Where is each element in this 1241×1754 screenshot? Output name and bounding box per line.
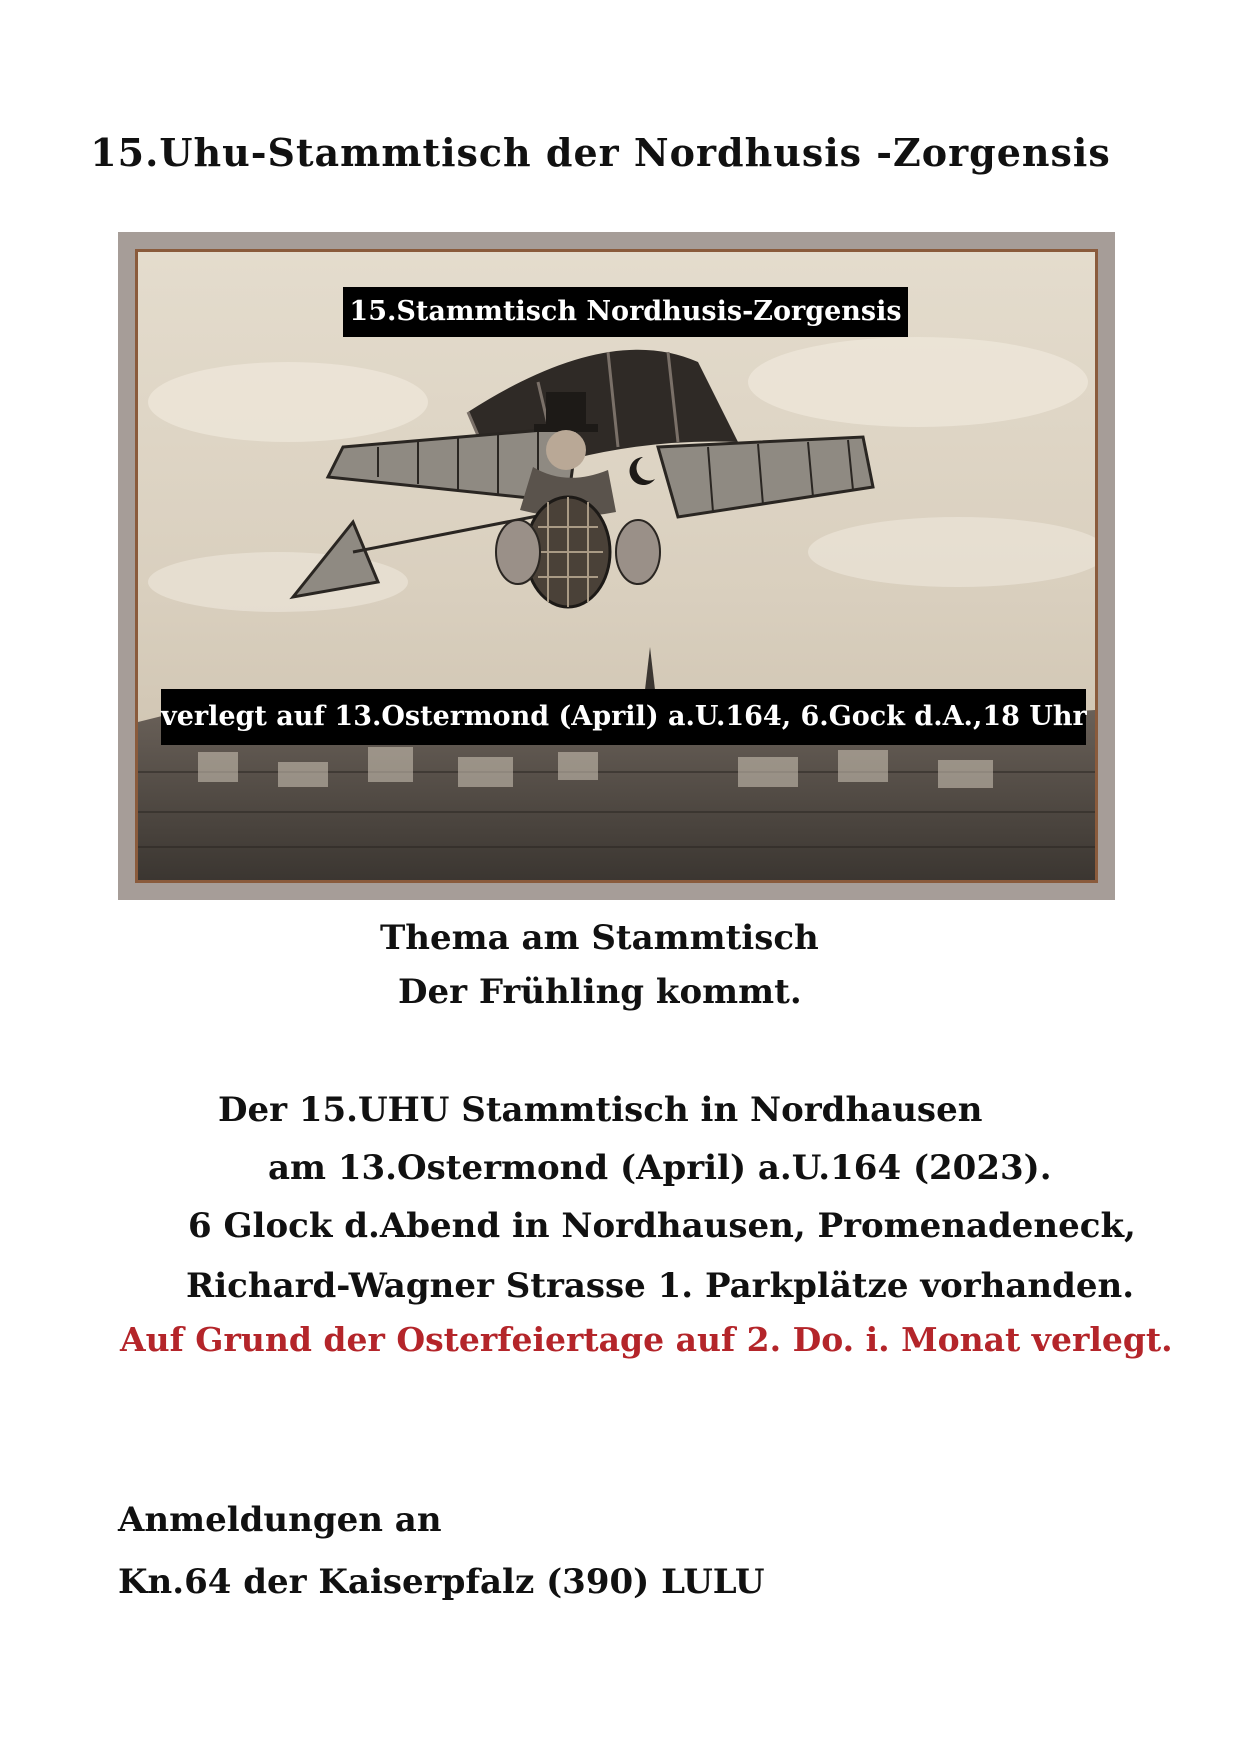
poster-image bbox=[135, 249, 1098, 883]
poster-frame bbox=[118, 232, 1115, 900]
poster-banner-top: 15.Stammtisch Nordhusis-Zorgensis bbox=[343, 287, 908, 337]
details-line-4: Richard-Wagner Strasse 1. Parkplätze vorhanden. bbox=[186, 1266, 1135, 1306]
details-line-3: 6 Glock d.Abend in Nordhausen, Promenadeneck, bbox=[188, 1206, 1136, 1246]
postponement-notice: Auf Grund der Osterfeiertage auf 2. Do. i. Monat verlegt. bbox=[120, 1320, 1173, 1359]
registration-heading: Anmeldungen an bbox=[118, 1500, 442, 1540]
details-line-2: am 13.Ostermond (April) a.U.164 (2023). bbox=[268, 1148, 1052, 1188]
details-line-1: Der 15.UHU Stammtisch in Nordhausen bbox=[218, 1090, 983, 1130]
theme-heading: Thema am Stammtisch bbox=[380, 918, 819, 958]
poster-banner-bottom: verlegt auf 13.Ostermond (April) a.U.164, 6.Gock d.A.,18 Uhr bbox=[161, 689, 1086, 745]
theme-text: Der Frühling kommt. bbox=[398, 972, 802, 1012]
registration-contact: Kn.64 der Kaiserpfalz (390) LULU bbox=[118, 1562, 765, 1602]
flying-machine-illustration bbox=[138, 252, 1095, 880]
page-title: 15.Uhu-Stammtisch der Nordhusis -Zorgensis bbox=[90, 130, 1111, 175]
